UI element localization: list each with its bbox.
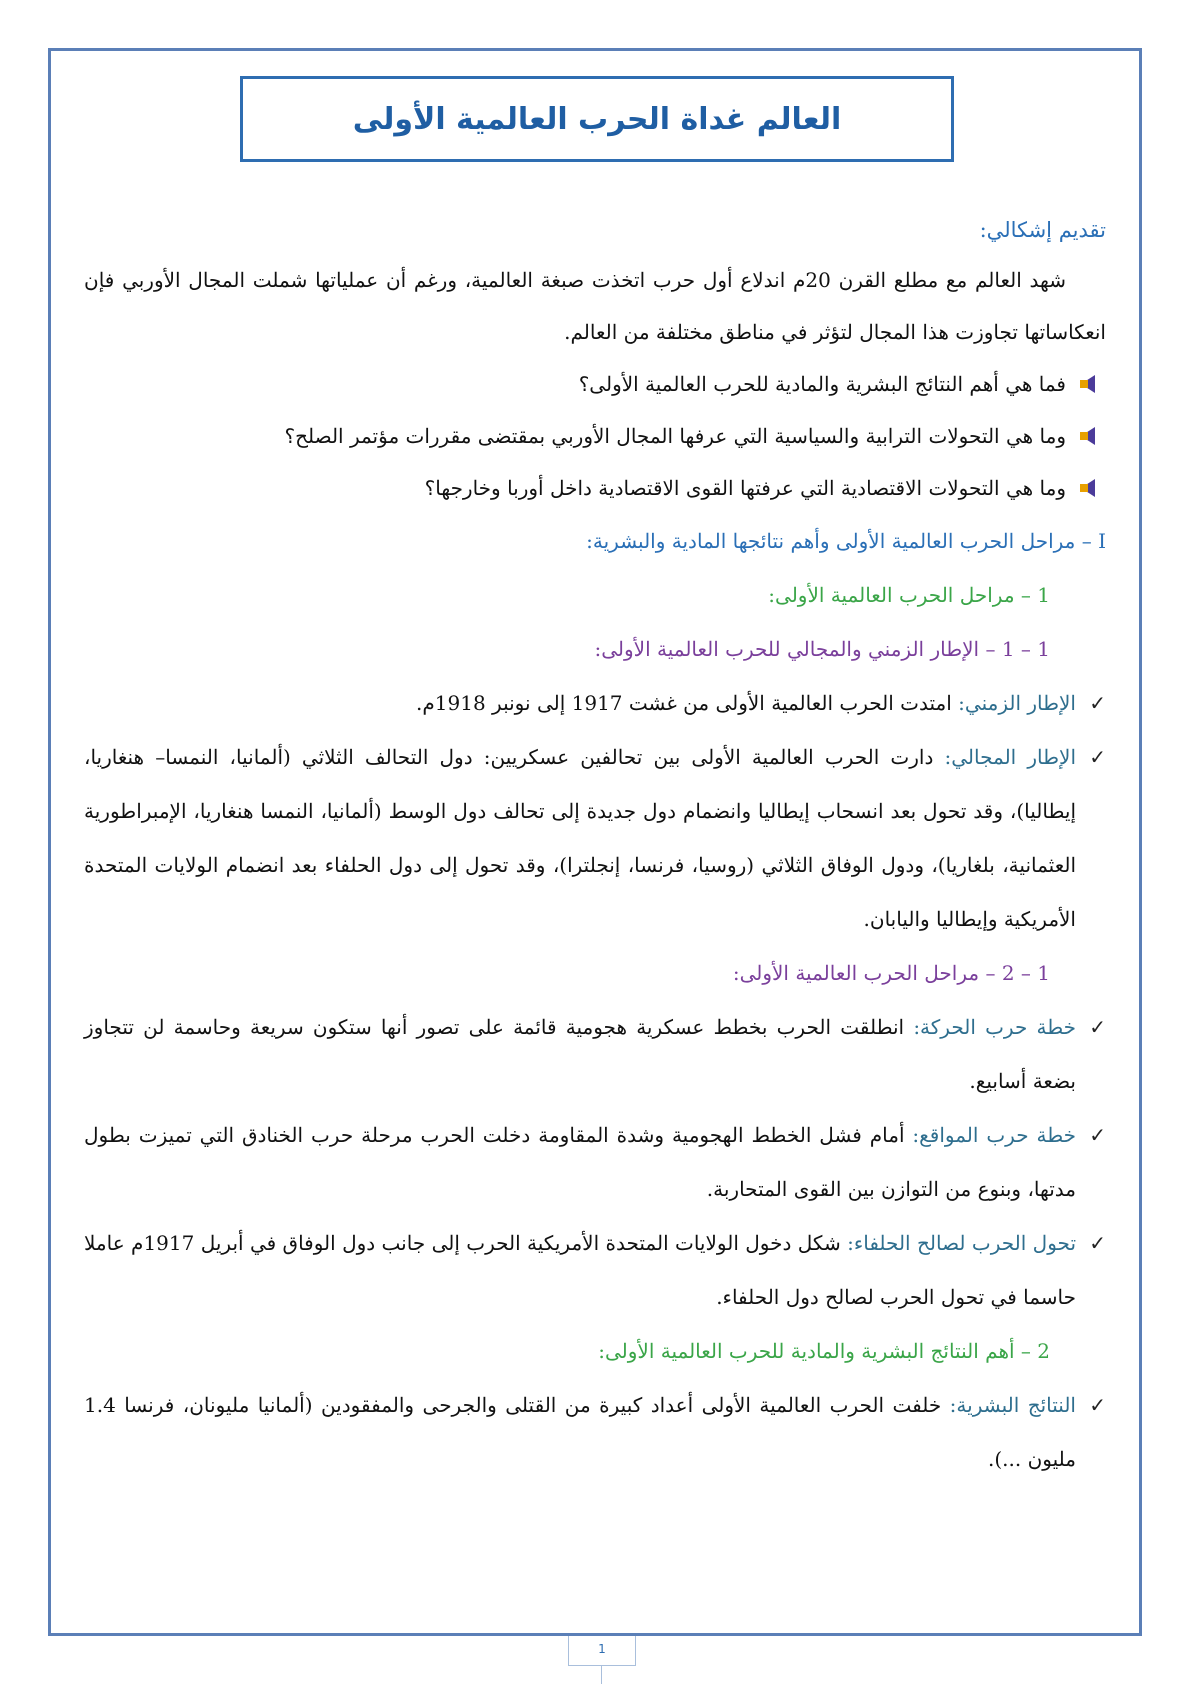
item-text: خلفت الحرب العالمية الأولى أعداد كبيرة من القتلى والجرحى والمفقودين (ألمانيا مليونان، فرنسا 1.4 مليون ...).	[84, 1393, 1076, 1471]
item-label: الإطار المجالي:	[944, 745, 1076, 769]
arrow-bullet-icon	[1077, 427, 1095, 445]
question-text: وما هي التحولات الاقتصادية التي عرفتها القوى الاقتصادية داخل أوربا وخارجها؟	[424, 476, 1066, 500]
page-number-line	[601, 1666, 602, 1684]
item-label: خطة حرب الحركة:	[913, 1015, 1076, 1039]
item-label: النتائج البشرية:	[949, 1393, 1076, 1417]
check-item	[84, 676, 1106, 730]
item-text: انطلقت الحرب بخطط عسكرية هجومية قائمة على تصور أنها ستكون سريعة وحاسمة لن تتجاوز بضعة أسابيع.	[84, 1015, 1076, 1093]
check-item	[84, 730, 1106, 946]
page-title: العالم غداة الحرب العالمية الأولى	[352, 101, 842, 137]
question-item	[84, 358, 1106, 410]
check-item	[84, 1108, 1106, 1216]
checkmark-icon: ✓	[1089, 1393, 1106, 1417]
subsection-heading: 1 – مراحل الحرب العالمية الأولى:	[768, 583, 1050, 607]
checkmark-icon: ✓	[1089, 691, 1106, 715]
intro-paragraph: شهد العالم مع مطلع القرن 20م اندلاع أول حرب اتخذت صبغة العالمية، ورغم أن عملياتها شملت المجال الأوربي فإن انعكاساتها تجاوزت هذا المجال لتؤثر في مناطق مختلفة من العالم.	[84, 268, 1106, 344]
section-heading: I – مراحل الحرب العالمية الأولى وأهم نتائجها المادية والبشرية:	[586, 529, 1106, 553]
item-label: الإطار الزمني:	[958, 691, 1076, 715]
item-text: أمام فشل الخطط الهجومية وشدة المقاومة دخلت الحرب مرحلة حرب الخنادق التي تميزت بطول مدتها، وبنوع من التوازن بين القوى المتحاربة.	[84, 1123, 1076, 1201]
item-text: دارت الحرب العالمية الأولى بين تحالفين عسكريين: دول التحالف الثلاثي (ألمانيا، النمسا– هنغاريا، إيطاليا)، وقد تحول بعد انسحاب إيطاليا وانضمام دول جديدة إلى تحالف دول الوسط (ألمانيا، النمسا هنغاريا، الإمبراطورية العثمانية، بلغاريا)، ودول الوفاق الثلاثي (روسيا، فرنسا، إنجلترا)، وقد تحول إلى دول الحلفاء بعد انضمام الولايات المتحدة الأمريكية وإيطاليا واليابان.	[84, 745, 1076, 931]
item-label: تحول الحرب لصالح الحلفاء:	[847, 1231, 1077, 1255]
checkmark-icon: ✓	[1089, 745, 1106, 769]
question-text: فما هي أهم النتائج البشرية والمادية للحرب العالمية الأولى؟	[578, 372, 1066, 396]
intro-heading: تقديم إشكالي:	[979, 218, 1106, 242]
arrow-bullet-icon	[1077, 375, 1095, 393]
question-item	[84, 410, 1106, 462]
item-label: خطة حرب المواقع:	[912, 1123, 1076, 1147]
check-item	[84, 1216, 1106, 1324]
checkmark-icon: ✓	[1089, 1231, 1106, 1255]
item-text: شكل دخول الولايات المتحدة الأمريكية الحرب إلى جانب دول الوفاق في أبريل 1917م عاملا حاسما في تحول الحرب لصالح دول الحلفاء.	[84, 1231, 1076, 1309]
subsubsection-heading: 1 – 1 – الإطار الزمني والمجالي للحرب العالمية الأولى:	[594, 637, 1050, 661]
document-body	[84, 206, 1106, 1486]
arrow-bullet-icon	[1077, 479, 1095, 497]
check-item	[84, 1000, 1106, 1108]
question-item	[84, 462, 1106, 514]
subsubsection-heading: 1 – 2 – مراحل الحرب العالمية الأولى:	[732, 961, 1050, 985]
check-item	[84, 1378, 1106, 1486]
title-box	[240, 76, 954, 162]
checkmark-icon: ✓	[1089, 1123, 1106, 1147]
item-text: امتدت الحرب العالمية الأولى من غشت 1917 إلى نونبر 1918م.	[416, 691, 959, 715]
question-text: وما هي التحولات الترابية والسياسية التي عرفها المجال الأوربي بمقتضى مقررات مؤتمر الصلح؟	[284, 424, 1066, 448]
subsection-heading: 2 – أهم النتائج البشرية والمادية للحرب العالمية الأولى:	[598, 1339, 1050, 1363]
checkmark-icon: ✓	[1089, 1015, 1106, 1039]
page-number: 1	[568, 1636, 636, 1666]
